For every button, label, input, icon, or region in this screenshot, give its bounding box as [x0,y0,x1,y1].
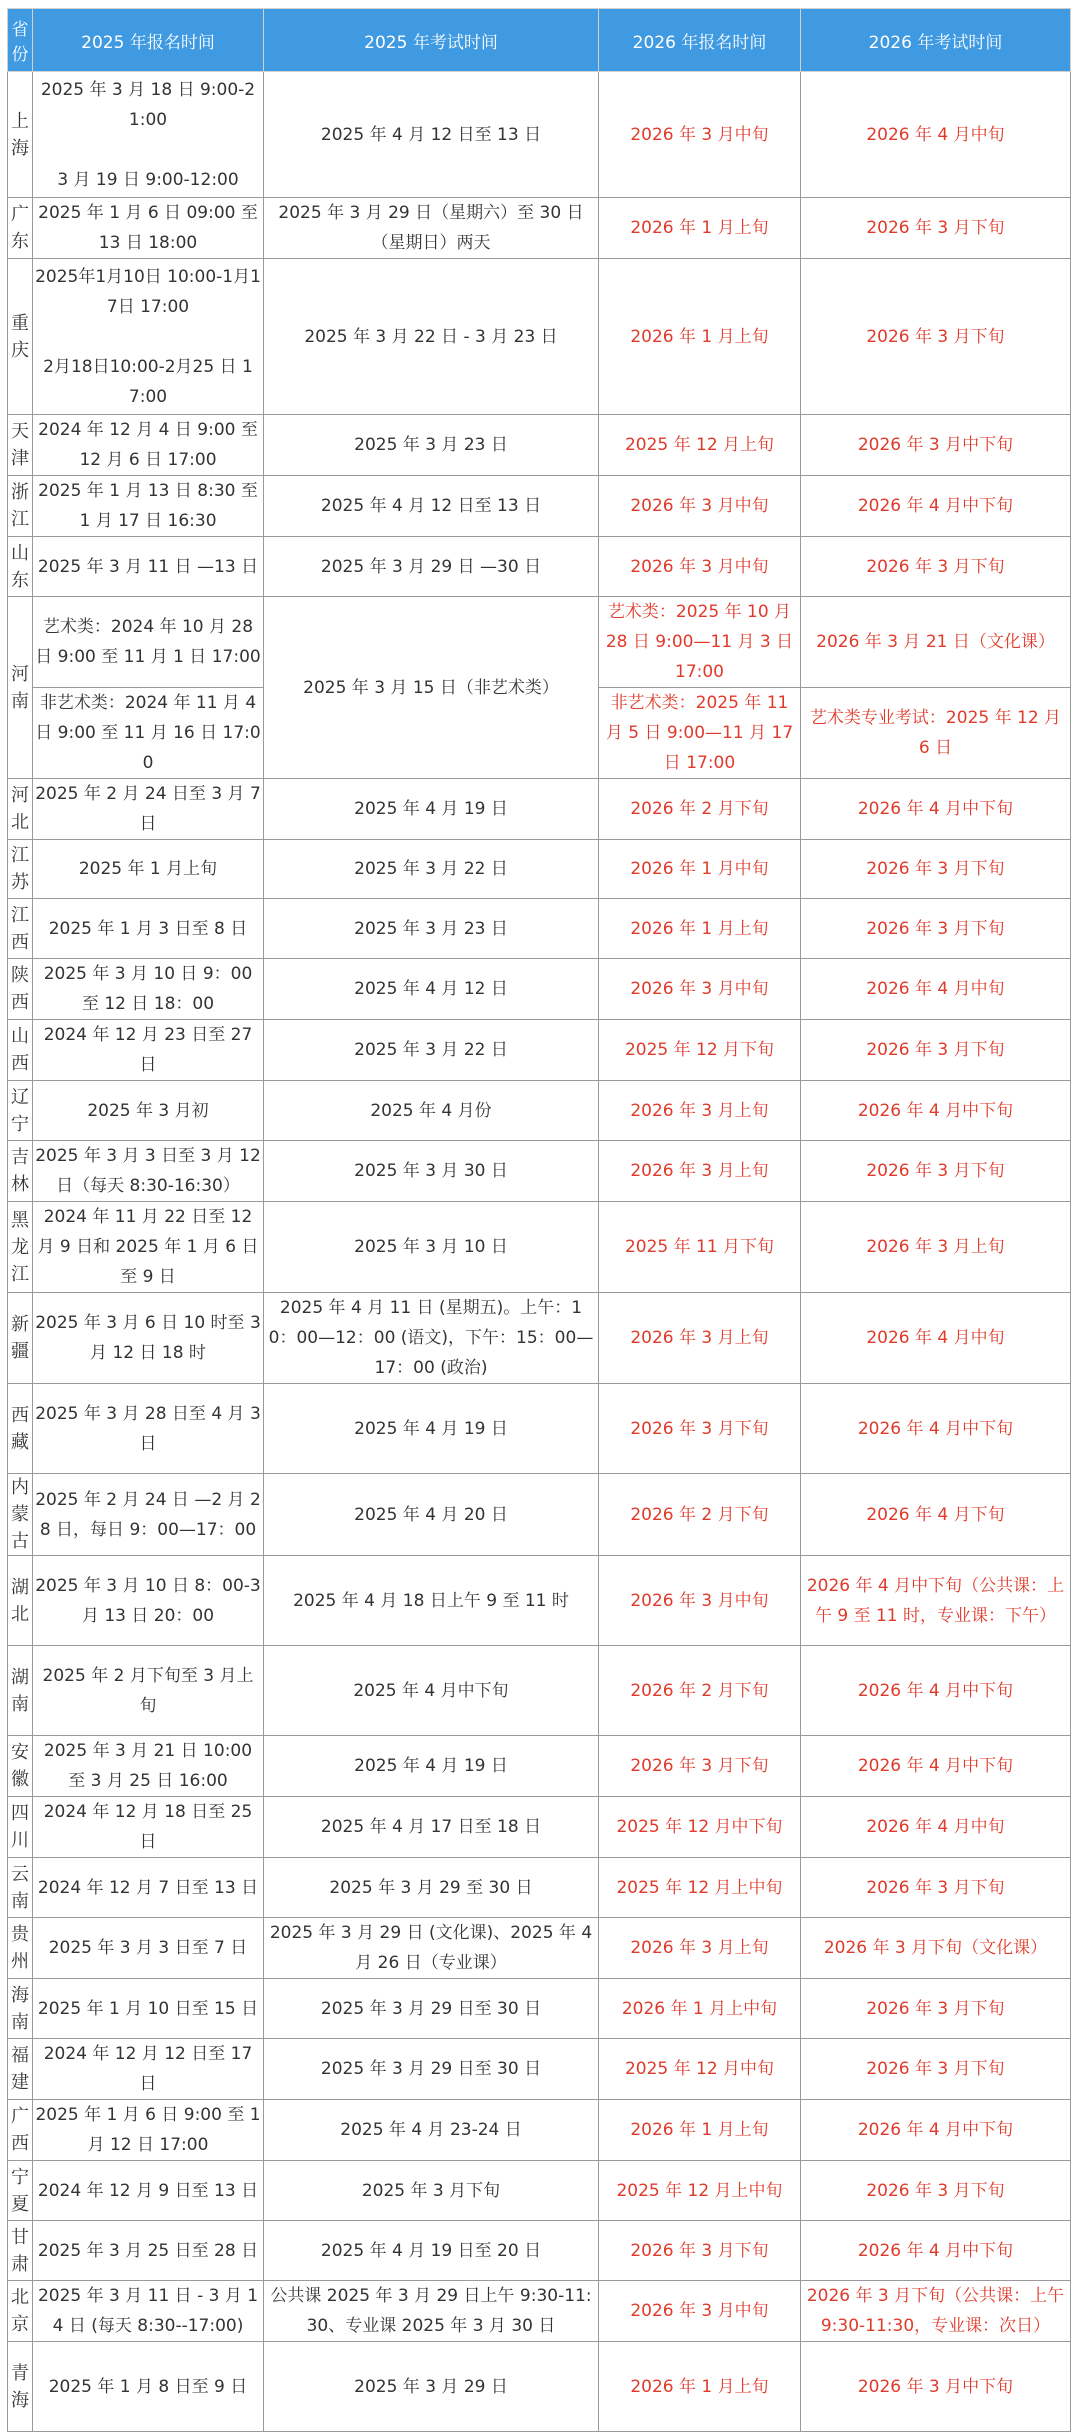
exam-2025-cell: 2025 年 3 月 29 至 30 日 [264,1858,599,1918]
reg-2025-cell: 2024 年 12 月 18 日至 25 日 [33,1797,264,1858]
reg-2025-cell: 2024 年 12 月 23 日至 27 日 [33,1020,264,1081]
exam-2026-cell: 2026 年 4 月中下旬 [801,1081,1071,1141]
reg-2025-cell: 2025 年 3 月 11 日 - 3 月 14 日 (每天 8:30--17:00) [33,2281,264,2342]
header-exam-2025: 2025 年考试时间 [264,9,599,72]
exam-2026-cell: 2026 年 3 月下旬 [801,1141,1071,1202]
table-row [8,1858,1071,1918]
exam-2026-cell: 2026 年 4 月中下旬 [801,1736,1071,1797]
province-cell: 吉 林 [8,1141,33,1202]
reg-2025-cell: 2024 年 12 月 7 日至 13 日 [33,1858,264,1918]
province-cell: 福 建 [8,2039,33,2100]
reg-2025-cell: 2025 年 1 月 6 日 9:00 至 1 月 12 日 17:00 [33,2100,264,2161]
table-row [8,1293,1071,1384]
exam-2025-cell: 2025 年 3 月 10 日 [264,1202,599,1293]
province-cell: 安 徽 [8,1736,33,1797]
reg-2026-cell: 2026 年 3 月中旬 [599,537,801,597]
province-cell: 黑 龙 江 [8,1202,33,1293]
province-cell: 天 津 [8,415,33,476]
reg-2025-cell: 2025 年 2 月 24 日至 3 月 7 日 [33,779,264,840]
exam-2025-cell: 2025 年 3 月 29 日 (文化课)、2025 年 4 月 26 日（专业课） [264,1918,599,1979]
exam-2026-cell: 2026 年 3 月下旬（公共课：上午 9:30-11:30，专业课：次日） [801,2281,1071,2342]
reg-2025-cell: 2025 年 3 月初 [33,1081,264,1141]
exam-2025-cell: 2025 年 3 月 22 日 [264,1020,599,1081]
table-row [8,2281,1071,2342]
reg-2026-cell: 2026 年 2 月下旬 [599,1474,801,1556]
reg-2025-cell: 2024 年 12 月 12 日至 17 日 [33,2039,264,2100]
reg-2026-cell: 艺术类：2025 年 10 月 28 日 9:00—11 月 3 日 17:00 [599,597,801,688]
reg-2026-cell: 2025 年 12 月上中旬 [599,2161,801,2221]
exam-2026-cell: 2026 年 4 月中下旬（公共课：上午 9 至 11 时，专业课：下午） [801,1556,1071,1646]
reg-2026-cell: 2025 年 12 月下旬 [599,1020,801,1081]
province-cell: 江 苏 [8,840,33,899]
reg-2026-cell: 2026 年 3 月中旬 [599,1556,801,1646]
reg-2026-cell: 2025 年 12 月上中旬 [599,1858,801,1918]
reg-2025-cell: 2025 年 1 月上旬 [33,840,264,899]
province-cell: 山 东 [8,537,33,597]
table-row [8,1979,1071,2039]
reg-2025-cell: 2025 年 1 月 6 日 09:00 至 13 日 18:00 [33,198,264,259]
reg-2026-cell: 2026 年 1 月上中旬 [599,1979,801,2039]
reg-2025-cell: 2025 年 1 月 3 日至 8 日 [33,899,264,959]
reg-2025-cell: 2025 年 3 月 28 日至 4 月 3 日 [33,1384,264,1474]
header-reg-2025: 2025 年报名时间 [33,9,264,72]
exam-2026-cell: 艺术类专业考试：2025 年 12 月 6 日 [801,688,1071,779]
reg-2026-cell: 2026 年 3 月中旬 [599,2281,801,2342]
exam-2026-cell: 2026 年 3 月下旬 [801,198,1071,259]
table-row [8,1202,1071,1293]
exam-2025-cell: 2025 年 3 月 22 日 - 3 月 23 日 [264,259,599,415]
reg-2025-cell: 非艺术类：2024 年 11 月 4 日 9:00 至 11 月 16 日 17:00 [33,688,264,779]
reg-2026-cell: 2025 年 12 月上旬 [599,415,801,476]
reg-2026-cell: 非艺术类：2025 年 11 月 5 日 9:00—11 月 17 日 17:00 [599,688,801,779]
exam-2026-cell: 2026 年 4 月中旬 [801,959,1071,1020]
exam-2026-cell: 2026 年 3 月 21 日（文化课） [801,597,1071,688]
exam-2025-cell: 2025 年 3 月 30 日 [264,1141,599,1202]
province-cell: 辽 宁 [8,1081,33,1141]
table-row [8,899,1071,959]
table-row [8,779,1071,840]
header-row [8,9,1071,72]
header-province: 省份 [8,9,33,72]
table-row [8,1384,1071,1474]
exam-2026-cell: 2026 年 4 月中下旬 [801,1384,1071,1474]
reg-2025-cell: 2025 年 3 月 3 日至 7 日 [33,1918,264,1979]
table-row [8,2039,1071,2100]
table-row [8,476,1071,537]
exam-2026-cell: 2026 年 3 月下旬 [801,1858,1071,1918]
exam-2026-cell: 2026 年 3 月下旬 [801,1020,1071,1081]
reg-2025-cell: 2025 年 3 月 25 日至 28 日 [33,2221,264,2281]
exam-2025-cell: 2025 年 4 月 11 日 (星期五)。上午：10：00—12：00 (语文)，下午：15：00—17：00 (政治) [264,1293,599,1384]
table-row [8,1141,1071,1202]
exam-2025-cell: 2025 年 3 月 29 日 [264,2342,599,2432]
exam-2026-cell: 2026 年 4 月中下旬 [801,779,1071,840]
exam-2026-cell: 2026 年 4 月中下旬 [801,1646,1071,1736]
table-row [8,840,1071,899]
reg-2026-cell: 2026 年 3 月上旬 [599,1918,801,1979]
table-body [8,72,1071,2432]
reg-2025-cell: 2025年1月10日 10:00-1月17日 17:00 2月18日10:00-2月25 日 17:00 [33,259,264,415]
exam-2026-cell: 2026 年 4 月中旬 [801,1797,1071,1858]
exam-2026-cell: 2026 年 4 月中旬 [801,72,1071,198]
exam-2026-cell: 2026 年 3 月下旬 [801,840,1071,899]
province-cell: 内 蒙 古 [8,1474,33,1556]
table-row [8,2161,1071,2221]
reg-2026-cell: 2026 年 1 月上旬 [599,2100,801,2161]
reg-2025-cell: 2025 年 3 月 10 日 8：00-3 月 13 日 20：00 [33,1556,264,1646]
exam-2026-cell: 2026 年 3 月中下旬 [801,415,1071,476]
reg-2026-cell: 2026 年 3 月中旬 [599,959,801,1020]
exam-2026-cell: 2026 年 3 月下旬 [801,259,1071,415]
exam-2025-cell: 2025 年 4 月 19 日 [264,1384,599,1474]
exam-2026-cell: 2026 年 3 月下旬（文化课） [801,1918,1071,1979]
reg-2025-cell: 2024 年 12 月 9 日至 13 日 [33,2161,264,2221]
exam-2026-cell: 2026 年 4 月中下旬 [801,2221,1071,2281]
province-cell: 贵 州 [8,1918,33,1979]
province-cell: 四 川 [8,1797,33,1858]
reg-2026-cell: 2026 年 3 月上旬 [599,1081,801,1141]
province-cell: 陕 西 [8,959,33,1020]
table-row [8,2342,1071,2432]
exam-2026-cell: 2026 年 3 月下旬 [801,2161,1071,2221]
reg-2026-cell: 2026 年 3 月中旬 [599,476,801,537]
reg-2025-cell: 艺术类：2024 年 10 月 28 日 9:00 至 11 月 1 日 17:00 [33,597,264,688]
table-row [8,1081,1071,1141]
province-cell: 广 西 [8,2100,33,2161]
table-row [8,1020,1071,1081]
table-row [8,1556,1071,1646]
reg-2025-cell: 2025 年 3 月 11 日 —13 日 [33,537,264,597]
reg-2026-cell: 2026 年 3 月下旬 [599,1736,801,1797]
table-row [8,1918,1071,1979]
reg-2026-cell: 2026 年 3 月上旬 [599,1141,801,1202]
reg-2026-cell: 2026 年 1 月上旬 [599,899,801,959]
reg-2025-cell: 2025 年 3 月 3 日至 3 月 12 日（每天 8:30-16:30） [33,1141,264,1202]
exam-2025-cell: 2025 年 4 月 19 日 [264,1736,599,1797]
reg-2025-cell: 2024 年 12 月 4 日 9:00 至 12 月 6 日 17:00 [33,415,264,476]
exam-2025-cell: 2025 年 4 月 19 日 [264,779,599,840]
table-row [8,72,1071,198]
exam-2025-cell: 2025 年 4 月中下旬 [264,1646,599,1736]
province-cell: 云 南 [8,1858,33,1918]
reg-2026-cell: 2025 年 11 月下旬 [599,1202,801,1293]
schedule-table [7,8,1071,2432]
table-row [8,415,1071,476]
province-cell: 河 南 [8,597,33,779]
province-cell: 湖 北 [8,1556,33,1646]
reg-2026-cell: 2026 年 3 月中旬 [599,72,801,198]
reg-2025-cell: 2025 年 2 月下旬至 3 月上旬 [33,1646,264,1736]
reg-2025-cell: 2025 年 3 月 21 日 10:00 至 3 月 25 日 16:00 [33,1736,264,1797]
exam-2026-cell: 2026 年 3 月下旬 [801,1979,1071,2039]
table-row [8,2221,1071,2281]
exam-2025-cell: 公共课 2025 年 3 月 29 日上午 9:30-11:30、专业课 2025 年 3 月 30 日 [264,2281,599,2342]
reg-2026-cell: 2026 年 3 月下旬 [599,2221,801,2281]
province-cell: 甘 肃 [8,2221,33,2281]
exam-2026-cell: 2026 年 4 月中旬 [801,1293,1071,1384]
exam-2025-cell: 2025 年 4 月份 [264,1081,599,1141]
reg-2026-cell: 2026 年 1 月上旬 [599,259,801,415]
table-row [8,959,1071,1020]
header-reg-2026: 2026 年报名时间 [599,9,801,72]
reg-2026-cell: 2026 年 3 月上旬 [599,1293,801,1384]
exam-2025-cell: 2025 年 4 月 12 日至 13 日 [264,476,599,537]
exam-2025-cell: 2025 年 4 月 17 日至 18 日 [264,1797,599,1858]
exam-2025-cell: 2025 年 3 月 29 日至 30 日 [264,1979,599,2039]
province-cell: 宁 夏 [8,2161,33,2221]
province-cell: 重 庆 [8,259,33,415]
table-row [8,2100,1071,2161]
table-row [8,198,1071,259]
exam-2026-cell: 2026 年 4 月中下旬 [801,476,1071,537]
reg-2026-cell: 2026 年 1 月上旬 [599,198,801,259]
exam-2025-cell: 2025 年 3 月 29 日至 30 日 [264,2039,599,2100]
province-cell: 海 南 [8,1979,33,2039]
reg-2025-cell: 2024 年 11 月 22 日至 12 月 9 日和 2025 年 1 月 6 日至 9 日 [33,1202,264,1293]
exam-2026-cell: 2026 年 3 月下旬 [801,537,1071,597]
exam-2025-cell: 2025 年 4 月 23-24 日 [264,2100,599,2161]
exam-2025-cell: 2025 年 3 月 23 日 [264,899,599,959]
province-cell: 新 疆 [8,1293,33,1384]
table-row [8,259,1071,415]
table-row [8,597,1071,688]
reg-2025-cell: 2025 年 3 月 6 日 10 时至 3 月 12 日 18 时 [33,1293,264,1384]
province-cell: 江 西 [8,899,33,959]
province-cell: 西 藏 [8,1384,33,1474]
table-row [8,1646,1071,1736]
exam-2025-cell: 2025 年 3 月 29 日 —30 日 [264,537,599,597]
reg-2026-cell: 2026 年 3 月下旬 [599,1384,801,1474]
table-row [8,1797,1071,1858]
exam-2025-cell: 2025 年 3 月下旬 [264,2161,599,2221]
reg-2026-cell: 2026 年 2 月下旬 [599,1646,801,1736]
exam-2026-cell: 2026 年 4 月中下旬 [801,2100,1071,2161]
exam-2025-cell: 2025 年 4 月 20 日 [264,1474,599,1556]
province-cell: 上 海 [8,72,33,198]
reg-2025-cell: 2025 年 1 月 8 日至 9 日 [33,2342,264,2432]
province-cell: 湖 南 [8,1646,33,1736]
table-row [8,1736,1071,1797]
exam-2026-cell: 2026 年 3 月下旬 [801,2039,1071,2100]
table-row [8,1474,1071,1556]
province-cell: 浙 江 [8,476,33,537]
province-cell: 广 东 [8,198,33,259]
reg-2025-cell: 2025 年 1 月 13 日 8:30 至 1 月 17 日 16:30 [33,476,264,537]
table-header [8,9,1071,72]
exam-2026-cell: 2026 年 4 月下旬 [801,1474,1071,1556]
reg-2026-cell: 2025 年 12 月中下旬 [599,1797,801,1858]
province-cell: 青 海 [8,2342,33,2432]
exam-2026-cell: 2026 年 3 月上旬 [801,1202,1071,1293]
reg-2026-cell: 2025 年 12 月中旬 [599,2039,801,2100]
exam-2025-cell: 2025 年 3 月 23 日 [264,415,599,476]
exam-2026-cell: 2026 年 3 月中下旬 [801,2342,1071,2432]
province-cell: 河 北 [8,779,33,840]
exam-2025-cell: 2025 年 3 月 29 日（星期六）至 30 日（星期日）两天 [264,198,599,259]
header-exam-2026: 2026 年考试时间 [801,9,1071,72]
reg-2025-cell: 2025 年 3 月 10 日 9：00 至 12 日 18：00 [33,959,264,1020]
exam-2025-cell: 2025 年 3 月 22 日 [264,840,599,899]
exam-2025-cell: 2025 年 4 月 19 日至 20 日 [264,2221,599,2281]
exam-2025-cell: 2025 年 4 月 12 日至 13 日 [264,72,599,198]
reg-2025-cell: 2025 年 1 月 10 日至 15 日 [33,1979,264,2039]
exam-2025-cell: 2025 年 3 月 15 日（非艺术类） [264,597,599,779]
exam-2025-cell: 2025 年 4 月 18 日上午 9 至 11 时 [264,1556,599,1646]
reg-2025-cell: 2025 年 2 月 24 日 —2 月 28 日，每日 9：00—17：00 [33,1474,264,1556]
province-cell: 北 京 [8,2281,33,2342]
table-row [8,537,1071,597]
exam-2026-cell: 2026 年 3 月下旬 [801,899,1071,959]
reg-2025-cell: 2025 年 3 月 18 日 9:00-21:00 3 月 19 日 9:00-12:00 [33,72,264,198]
reg-2026-cell: 2026 年 2 月下旬 [599,779,801,840]
reg-2026-cell: 2026 年 1 月中旬 [599,840,801,899]
province-cell: 山 西 [8,1020,33,1081]
exam-2025-cell: 2025 年 4 月 12 日 [264,959,599,1020]
reg-2026-cell: 2026 年 1 月上旬 [599,2342,801,2432]
